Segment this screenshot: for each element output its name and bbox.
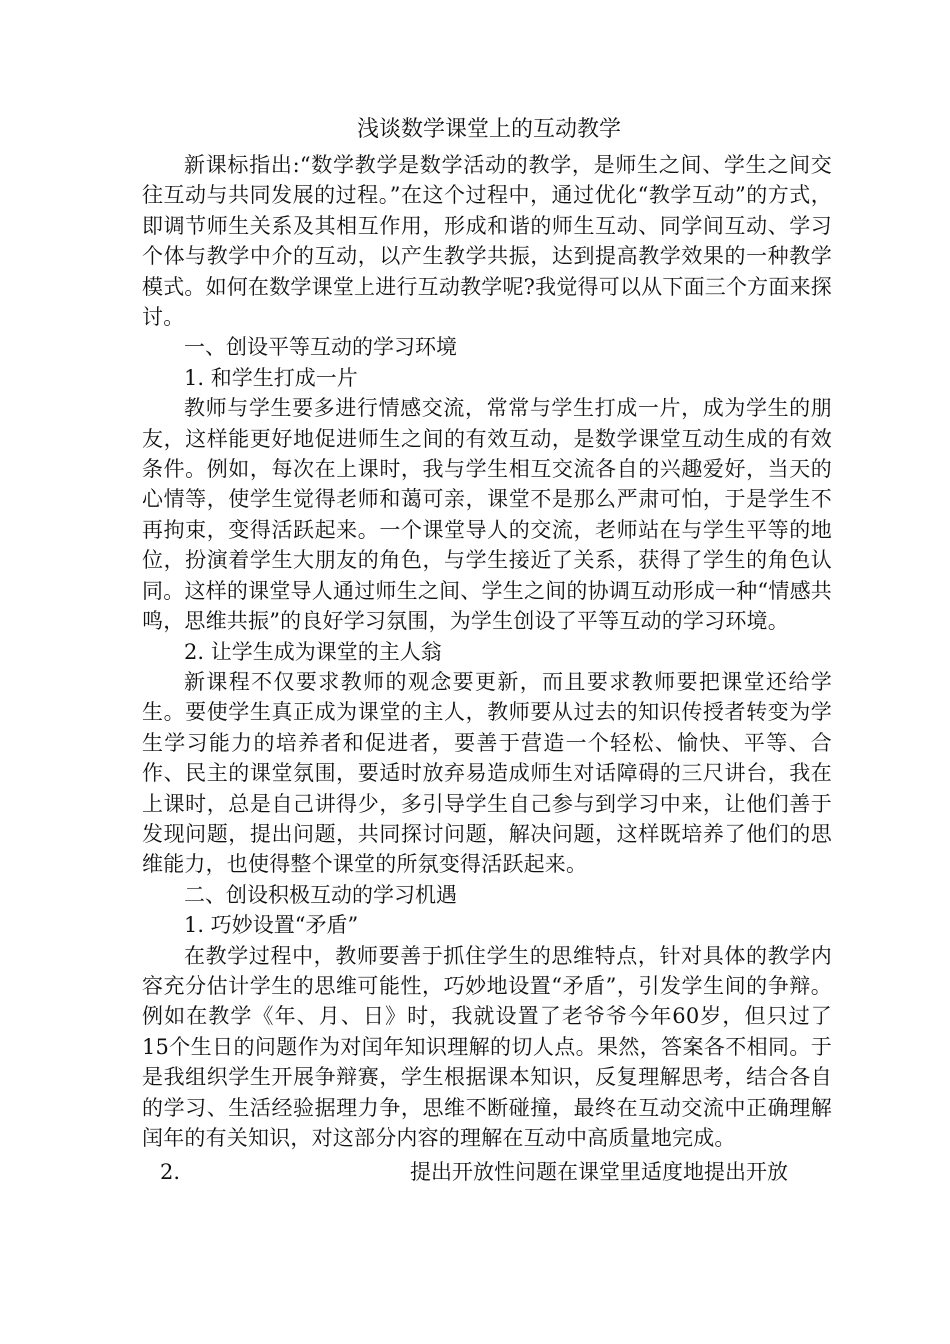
subsection-text: 提出开放性问题在课堂里适度地提出开放 xyxy=(410,1160,788,1185)
subsection-heading-1-2: 2. 让学生成为课堂的主人翁 xyxy=(184,639,442,664)
subsection-number: 2. xyxy=(160,1160,181,1185)
section-heading-2: 二、创设积极互动的学习机遇 xyxy=(184,882,457,907)
paragraph-intro: 新课标指出:“数学教学是数学活动的教学，是师生之间、学生之间交往互动与共同发展的过程。”在这个过程中，通过优化“教学互动”的方式，即调节师生关系及其相互作用，形成和谐的师生互动、同学间互动、学习个体与教学中介的互动，以产生教学共振，达到提高教学效果的一种教学模式。如何在数学课堂上进行互动教学呢?我觉得可以从下面三个方面来探讨。 xyxy=(142,153,832,330)
paragraph-2-1: 在教学过程中，教师要善于抓住学生的思维特点，针对具体的教学内容充分估计学生的思维可能性，巧妙地设置“矛盾”，引发学生间的争辩。例如在教学《年、月、日》时，我就设置了老爷爷今年60岁，但只过了15个生日的问题作为对闰年知识理解的切人点。果然，答案各不相同。于是我组织学生开展争辩赛，学生根据课本知识，反复理解思考，结合各自的学习、生活经验据理力争，思维不断碰撞，最终在互动交流中正确理解闰年的有关知识，对这部分内容的理解在互动中高质量地完成。 xyxy=(142,943,832,1150)
subsection-heading-2-2 xyxy=(142,1157,832,1191)
subsection-heading-1-1: 1. 和学生打成一片 xyxy=(184,365,358,390)
paragraph-1-2: 新课程不仅要求教师的观念要更新，而且要求教师要把课堂还给学生。要使学生真正成为课堂的主人，教师要从过去的知识传授者转变为学生学习能力的培养者和促进者，要善于营造一个轻松、愉快、平等、合作、民主的课堂氛围，要适时放弃易造成师生对话障碍的三尺讲台，我在上课时，总是自己讲得少，多引导学生自己参与到学习中来，让他们善于发现问题，提出问题，共同探讨问题，解决问题，这样既培养了他们的思维能力，也使得整个课堂的所氛变得活跃起来。 xyxy=(142,669,832,877)
document-title: 浅谈数学课堂上的互动教学 xyxy=(356,117,621,142)
subsection-heading-2-1: 1. 巧妙设置“矛盾” xyxy=(184,913,359,938)
document-page xyxy=(142,112,832,1191)
section-heading-1: 一、创设平等互动的学习环境 xyxy=(184,335,457,360)
paragraph-1-1: 教师与学生要多进行情感交流，常常与学生打成一片，成为学生的朋友，这样能更好地促进师生之间的有效互动，是数学课堂互动生成的有效条件。例如，每次在上课时，我与学生相互交流各自的兴趣爱好，当天的心情等，使学生觉得老师和蔼可亲，课堂不是那么严肃可怕，于是学生不再拘束，变得活跃起来。一个课堂导人的交流，老师站在与学生平等的地位，扮演着学生大朋友的角色，与学生接近了关系，获得了学生的角色认同。这样的课堂导人通过师生之间、学生之间的协调互动形成一种“情感共鸣，思维共振”的良好学习氛围，为学生创设了平等互动的学习环境。 xyxy=(142,396,832,634)
